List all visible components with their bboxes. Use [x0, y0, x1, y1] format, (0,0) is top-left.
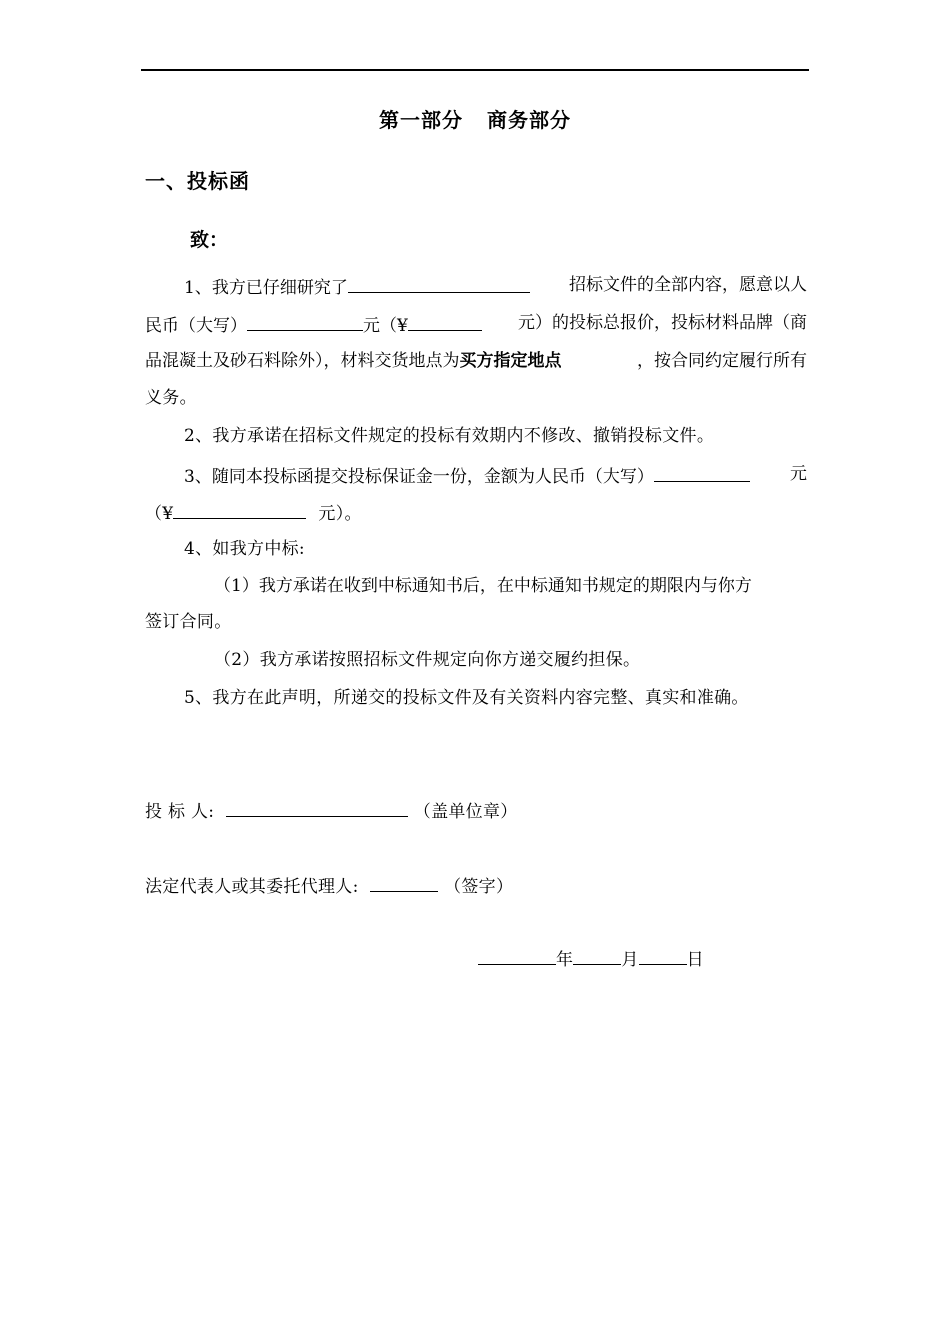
item4-1-line2: 签订合同。 [145, 612, 232, 632]
addressee: 致： [190, 229, 229, 251]
part-title-a: 第一部分 [379, 108, 463, 132]
item4-1-line1: （1）我方承诺在收到中标通知书后，在中标通知书规定的期限内与你方 [214, 576, 752, 596]
representative-row [145, 876, 513, 896]
item1-line2: 民币（大写） 元（¥ 元）的投标总报价，投标材料品牌（商 [145, 313, 807, 336]
project-name-blank[interactable] [348, 277, 530, 293]
item1-line1: 1、我方已仔细研究了 招标文件的全部内容，愿意以人 [184, 275, 807, 298]
item5: 5、我方在此声明，所递交的投标文件及有关资料内容完整、真实和准确。 [184, 688, 749, 708]
item1-line3: 品混凝土及砂石料除外），材料交货地点为买方指定地点 ，按合同约定履行所有 [145, 351, 807, 371]
year-label: 年 [556, 950, 574, 970]
representative-note: （签字） [444, 877, 514, 897]
deposit-number-blank[interactable] [173, 503, 306, 519]
bidder-blank[interactable] [226, 801, 408, 817]
deposit-words-blank[interactable] [654, 466, 750, 482]
bidder-note: （盖单位章） [413, 802, 518, 822]
month-blank[interactable] [573, 949, 621, 965]
item2: 2、我方承诺在招标文件规定的投标有效期内不修改、撤销投标文件。 [184, 426, 715, 446]
representative-blank[interactable] [370, 876, 438, 892]
price-number-blank[interactable] [408, 315, 482, 331]
part-title [0, 110, 950, 130]
item4-2: （2）我方承诺按照招标文件规定向你方递交履约担保。 [214, 650, 641, 670]
item3-line1: 3、随同本投标函提交投标保证金一份，金额为人民币（大写） 元 [184, 464, 807, 487]
item3-line2: （¥ 元）。 [145, 504, 362, 524]
year-blank[interactable] [478, 949, 556, 965]
bidder-label: 投 标 人: [145, 802, 215, 822]
item1-line4: 义务。 [145, 388, 197, 408]
item4: 4、如我方中标: [184, 539, 305, 559]
representative-label: 法定代表人或其委托代理人: [145, 877, 359, 897]
bidder-row [145, 801, 518, 821]
day-label: 日 [686, 950, 704, 970]
date-row [478, 949, 704, 969]
day-blank[interactable] [639, 949, 687, 965]
section-title: 一、投标函 [145, 169, 250, 193]
delivery-location: 买方指定地点 [459, 351, 562, 371]
part-title-b: 商务部分 [487, 108, 571, 132]
price-words-blank[interactable] [247, 315, 363, 331]
month-label: 月 [621, 950, 639, 970]
header-rule [141, 69, 809, 71]
